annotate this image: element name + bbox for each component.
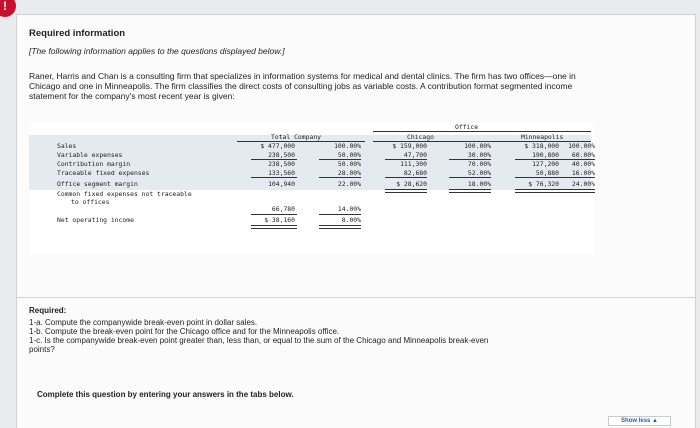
cell-value: 24.00% <box>571 180 595 188</box>
cell-value: 8.00% <box>341 216 361 224</box>
row-label: Office segment margin <box>57 180 138 188</box>
cell-value: 111,300 <box>400 160 427 168</box>
cell-value: 100.00% <box>568 142 595 150</box>
cell-value: 238,500 <box>268 151 295 159</box>
cell-value: 40.00% <box>571 160 595 168</box>
cell-value: 22.00% <box>337 180 361 188</box>
complete-prompt: Complete this question by entering your answers in the tabs below. <box>37 390 294 399</box>
cell-value: $ 38,160 <box>264 216 295 224</box>
subtotal-underline <box>319 214 361 215</box>
row-label: Common fixed expenses not traceable <box>57 190 192 198</box>
row-label: Contribution margin <box>57 160 131 168</box>
required-information-panel <box>16 14 696 298</box>
cell-value: 100.00% <box>464 142 491 150</box>
show-less-button[interactable]: Show less ▲ <box>608 416 671 426</box>
required-item-1b: 1-b. Compute the break-even point for the Chicago office and for the Minneapolis office. <box>29 327 340 336</box>
required-item-1c: 1-c. Is the companywide break-even point greater than, less than, or equal to the sum of the Chicago and Minneapolis break-even <box>29 336 489 345</box>
subtotal-underline <box>553 177 595 178</box>
cell-value: 50,880 <box>535 169 559 177</box>
cell-value: 50.00% <box>337 151 361 159</box>
cell-value: 47,700 <box>403 151 427 159</box>
office-header: Office <box>455 123 479 131</box>
required-section <box>16 298 696 428</box>
cell-value: 50.00% <box>337 160 361 168</box>
subtotal-underline <box>449 177 491 178</box>
subtotal-underline <box>385 177 427 178</box>
segmented-income-statement <box>29 123 595 255</box>
cell-value: 82,680 <box>403 169 427 177</box>
problem-intro: Raner, Harris and Chan is a consulting firm that specializes in information systems for medical and dental clinics. The firm has two offices—one in Chicago and one in Minneapolis. The firm classifies the direct costs of consulting jobs as variable costs. A contribution format segmented income statement for the company's most recent year is given: <box>29 71 576 101</box>
cell-value: 28.00% <box>337 169 361 177</box>
cell-value: 104,940 <box>268 180 295 188</box>
cell-value: 190,800 <box>532 151 559 159</box>
cell-value: $ 318,000 <box>524 142 559 150</box>
required-item-1c-cont: points? <box>29 345 55 354</box>
subtotal-underline <box>251 177 297 178</box>
row-label: Sales <box>57 142 77 150</box>
col-header-chicago: Chicago <box>407 133 434 141</box>
row-label: Variable expenses <box>57 151 123 159</box>
row-label: to offices <box>71 198 110 206</box>
cell-value: 52.00% <box>467 169 491 177</box>
subtotal-underline <box>319 177 361 178</box>
alert-icon: ! <box>0 0 16 17</box>
cell-value: $ 159,000 <box>392 142 427 150</box>
col-header-minneapolis: Minneapolis <box>521 133 564 141</box>
required-heading: Required: <box>29 306 67 315</box>
cell-value: 70.00% <box>467 160 491 168</box>
cell-value: 100.00% <box>334 142 361 150</box>
cell-value: 18.00% <box>467 180 491 188</box>
cell-value: 16.00% <box>571 169 595 177</box>
cell-value: 66,780 <box>271 205 295 213</box>
col-header-total: Total Company <box>271 133 322 141</box>
cell-value: 238,500 <box>268 160 295 168</box>
cell-value: 127,200 <box>532 160 559 168</box>
row-label: Traceable fixed expenses <box>57 169 150 177</box>
cell-value: $ 76,320 <box>528 180 559 188</box>
required-item-1a: 1-a. Compute the companywide break-even point in dollar sales. <box>29 318 258 327</box>
panel-title: Required information <box>29 28 126 39</box>
total-double-underline <box>449 189 491 193</box>
total-double-underline <box>385 189 427 193</box>
subtotal-underline <box>251 214 297 215</box>
cell-value: 14.00% <box>337 205 361 213</box>
cell-value: 133,560 <box>268 169 295 177</box>
total-double-underline <box>319 225 361 229</box>
cell-value: $ 28,620 <box>396 180 427 188</box>
cell-value: $ 477,000 <box>260 142 295 150</box>
panel-subtitle: [The following information applies to the questions displayed below.] <box>29 46 285 56</box>
total-double-underline <box>251 225 297 229</box>
office-underline <box>373 131 591 132</box>
cell-value: 30.00% <box>467 151 491 159</box>
cell-value: 60.00% <box>571 151 595 159</box>
row-label: Net operating income <box>57 216 134 224</box>
total-double-underline <box>553 189 595 193</box>
